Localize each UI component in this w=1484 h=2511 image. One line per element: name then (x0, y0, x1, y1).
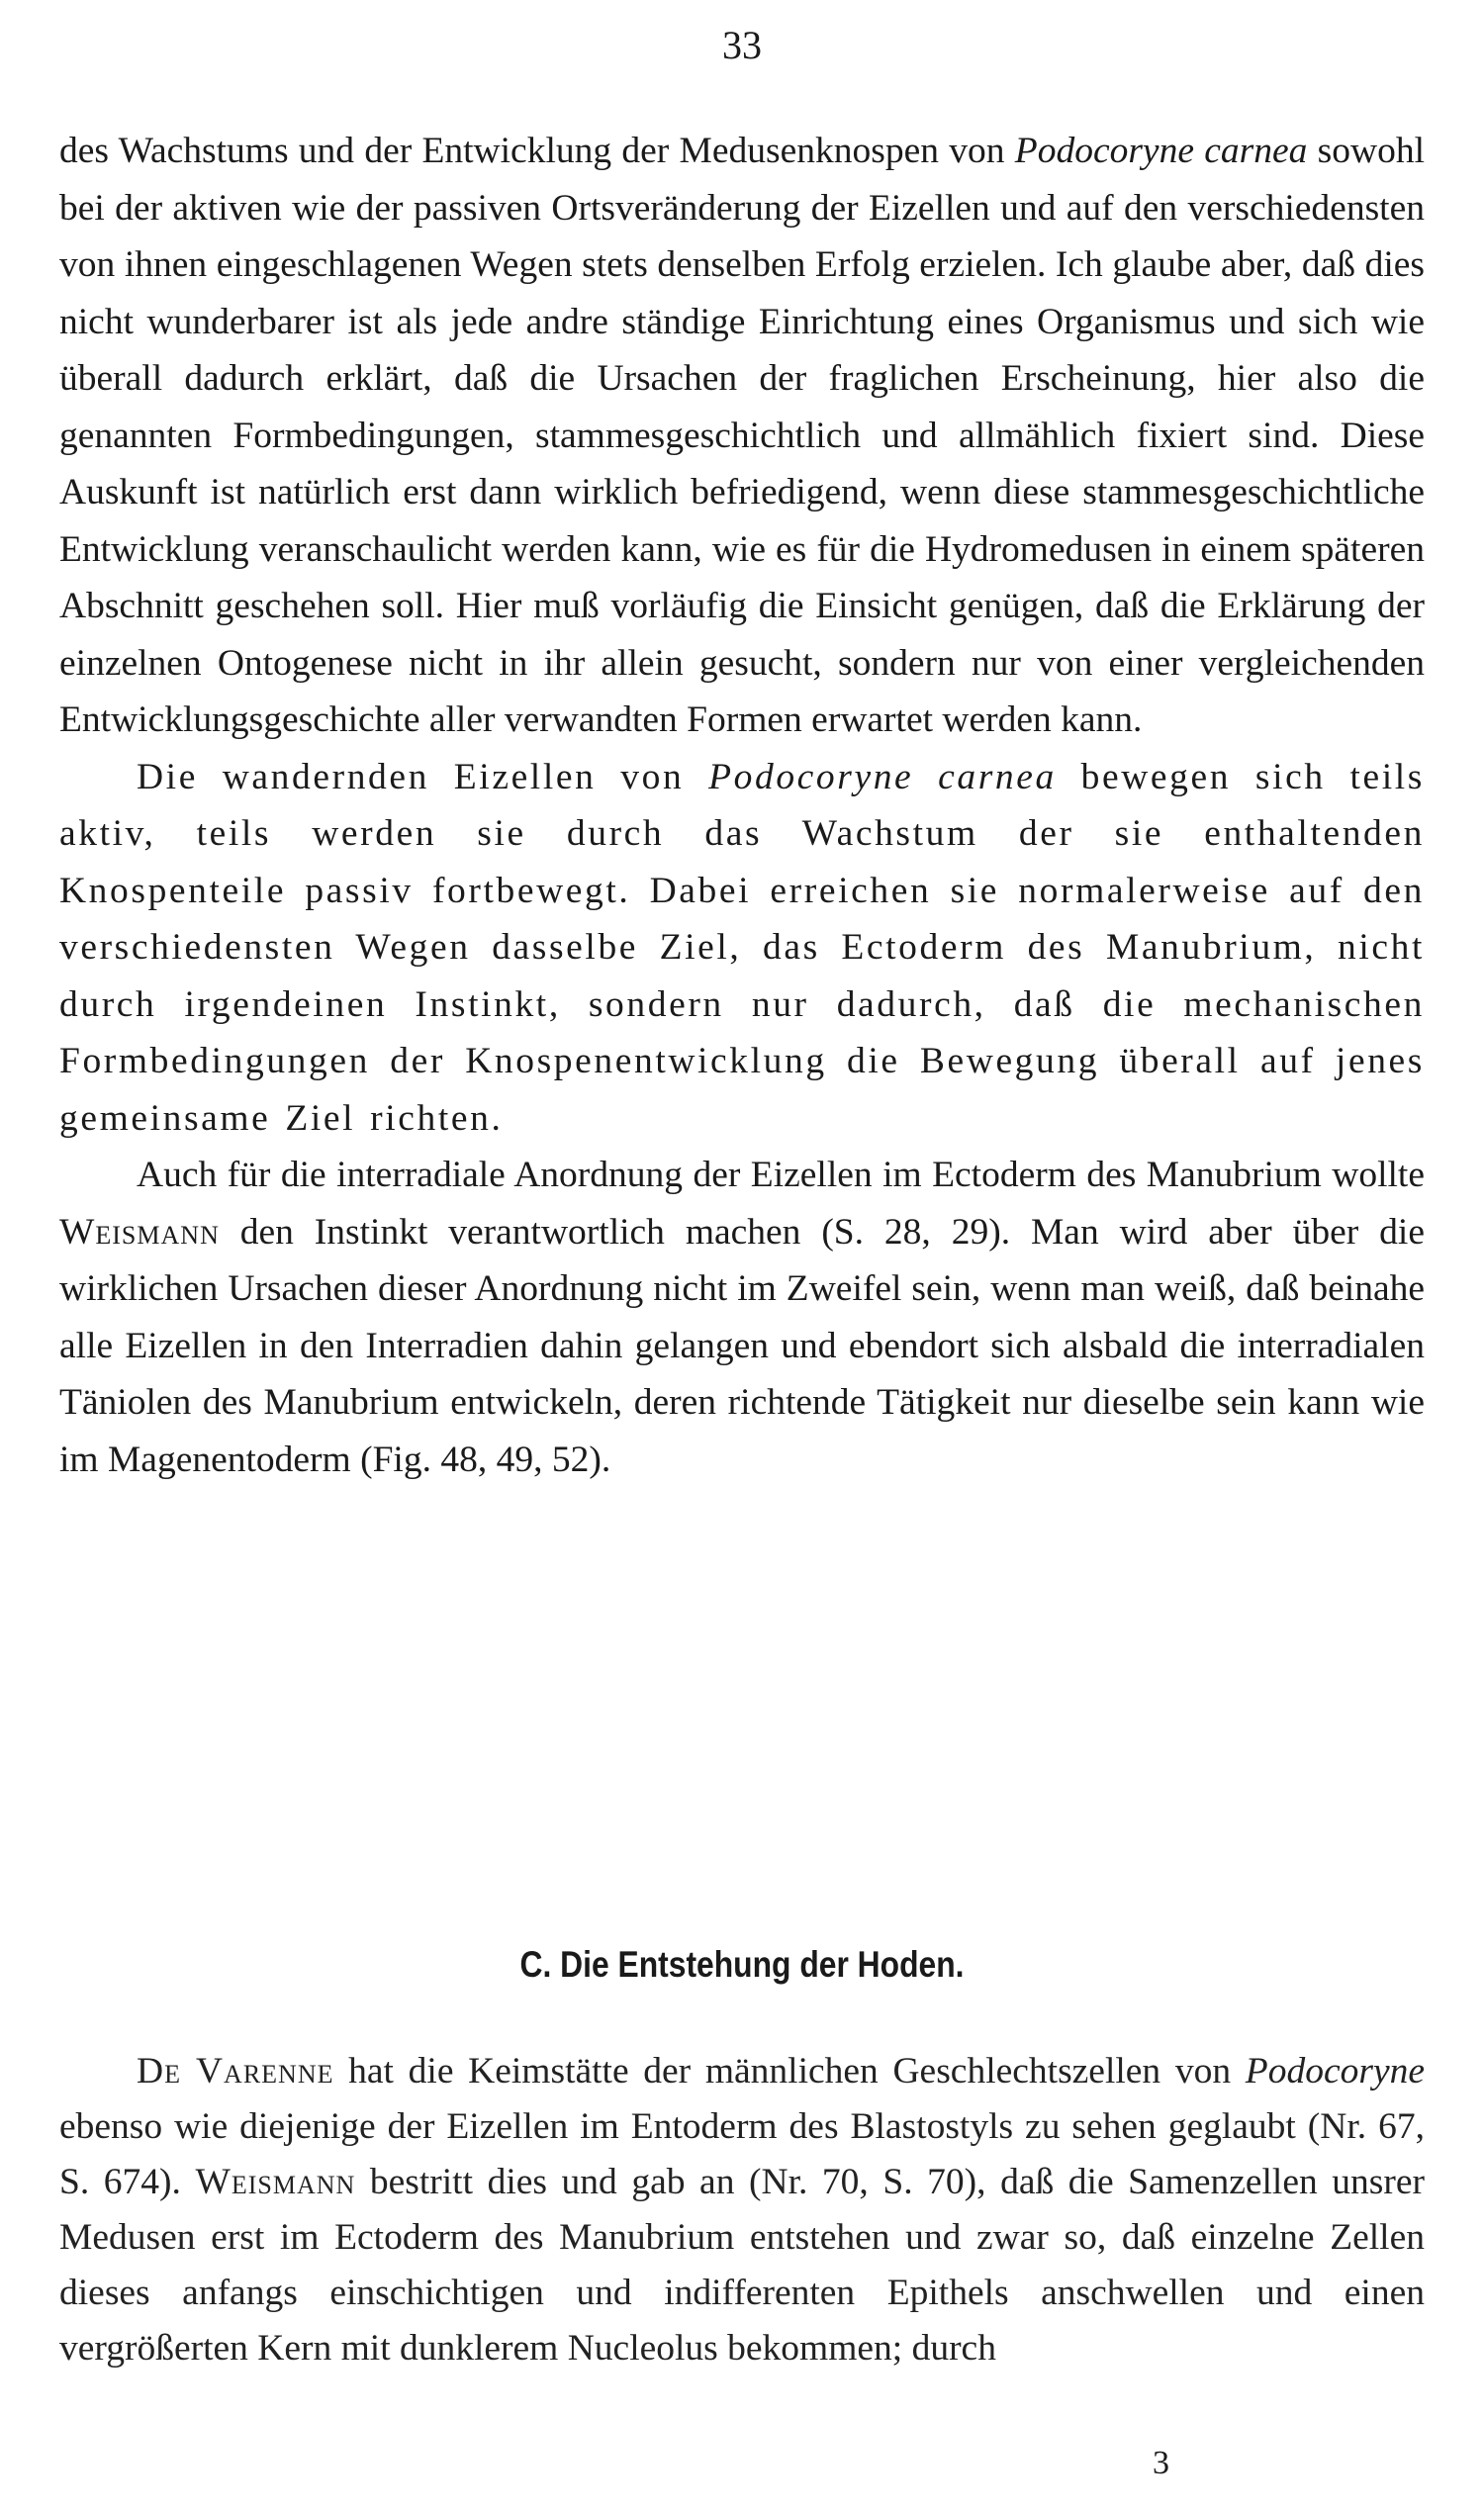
text-run: bestritt dies und gab an (Nr. 70, S. 70), daß die Samenzellen unsrer Medusen erst im Ectoderm des Manubrium entstehen und zwar so, daß einzelne Zellen dieses anfangs einschichtigen und indifferenten Epithels anschwellen und einen vergrößerten Kern mit dunklerem Nucleolus bekommen; durch (59, 2162, 1426, 2369)
author-name: Weismann (195, 2162, 356, 2202)
text-run: sowohl bei der aktiven wie der passiven Ortsveränderung der Eizellen und auf den verschiedensten von ihnen eingeschlagenen Wegen stets denselben Erfolg erzielen. Ich glaube aber, daß dies nicht wunderbarer ist als jede andre ständige Einrichtung eines Organismus und sich wie überall dadurch erklärt, daß die Ursachen der fraglichen Erscheinung, hier also die genannten Formbedingungen, stammesgeschichtlich und allmählich fixiert sind. Diese Auskunft ist natürlich erst dann wirklich befriedigend, wenn diese stammesgeschichtliche Entwicklung veranschaulicht werden kann, wie es für die Hydromedusen in einem späteren Abschnitt geschehen soll. Hier muß vorläufig die Einsicht genügen, daß die Erklärung der einzelnen Ontogenese nicht in ihr allein gesucht, sondern nur von einer vergleichenden Entwicklungsgeschichte aller verwandten Formen erwartet werden kann. (59, 131, 1425, 740)
body-text-lower (59, 2044, 1425, 2376)
text-run: den Instinkt verantwortlich machen (S. 28, 29). Man wird aber über die wirklichen Ursachen dieser Anordnung nicht im Zweifel sein, wenn man weiß, daß beinahe alle Eizellen in den Interradien dahin gelangen und ebendort sich alsbald die interradialen Täniolen des Manubrium entwickeln, deren richtende Tätigkeit nur dieselbe sein kann wie im Magenentoderm (Fig. 48, 49, 52). (59, 1211, 1425, 1480)
text-run: Die wandernden Eizellen von (137, 756, 709, 797)
signature-mark: 3 (1153, 2445, 1169, 2481)
section-heading: C. Die Entstehung der Hoden. (519, 1944, 965, 1985)
text-run: bewegen sich teils aktiv, teils werden sie durch das Wachstum der sie enthaltenden Knospenteile passiv fortbewegt. Dabei erreichen sie normalerweise auf den verschiedensten Wegen dasselbe Ziel, das Ectoderm des Manubrium, nicht durch irgendeinen Instinkt, sondern nur dadurch, daß die mechanischen Formbedingungen der Knospenentwicklung die Bewegung überall auf jenes gemeinsame Ziel richten. (59, 756, 1425, 1139)
italic-term: Podocoryne (1245, 2051, 1425, 2092)
text-run: hat die Keimstätte der männlichen Geschlechtszellen von (333, 2051, 1246, 2092)
text-run: Auch für die interradiale Anordnung der Eizellen im Ectoderm des Manubrium wollte (137, 1155, 1425, 1195)
text-run: ebenso wie diejenige der Eizellen im Entoderm des Blastostyls zu sehen geglaubt (Nr. 67, S. 674). (59, 2106, 1425, 2202)
page-number: 33 (722, 23, 762, 67)
paragraph (59, 123, 1425, 749)
body-text-upper (59, 123, 1425, 1488)
italic-term: Podocoryne carnea (708, 756, 1057, 797)
italic-term: Podocoryne carnea (1014, 131, 1308, 171)
text-run: des Wachstums und der Entwicklung der Medusenknospen von (59, 131, 1015, 171)
paragraph (59, 1147, 1425, 1488)
paragraph (59, 2044, 1425, 2376)
paragraph (59, 749, 1425, 1148)
author-name: De Varenne (137, 2051, 334, 2092)
author-name: Weismann (59, 1211, 220, 1253)
